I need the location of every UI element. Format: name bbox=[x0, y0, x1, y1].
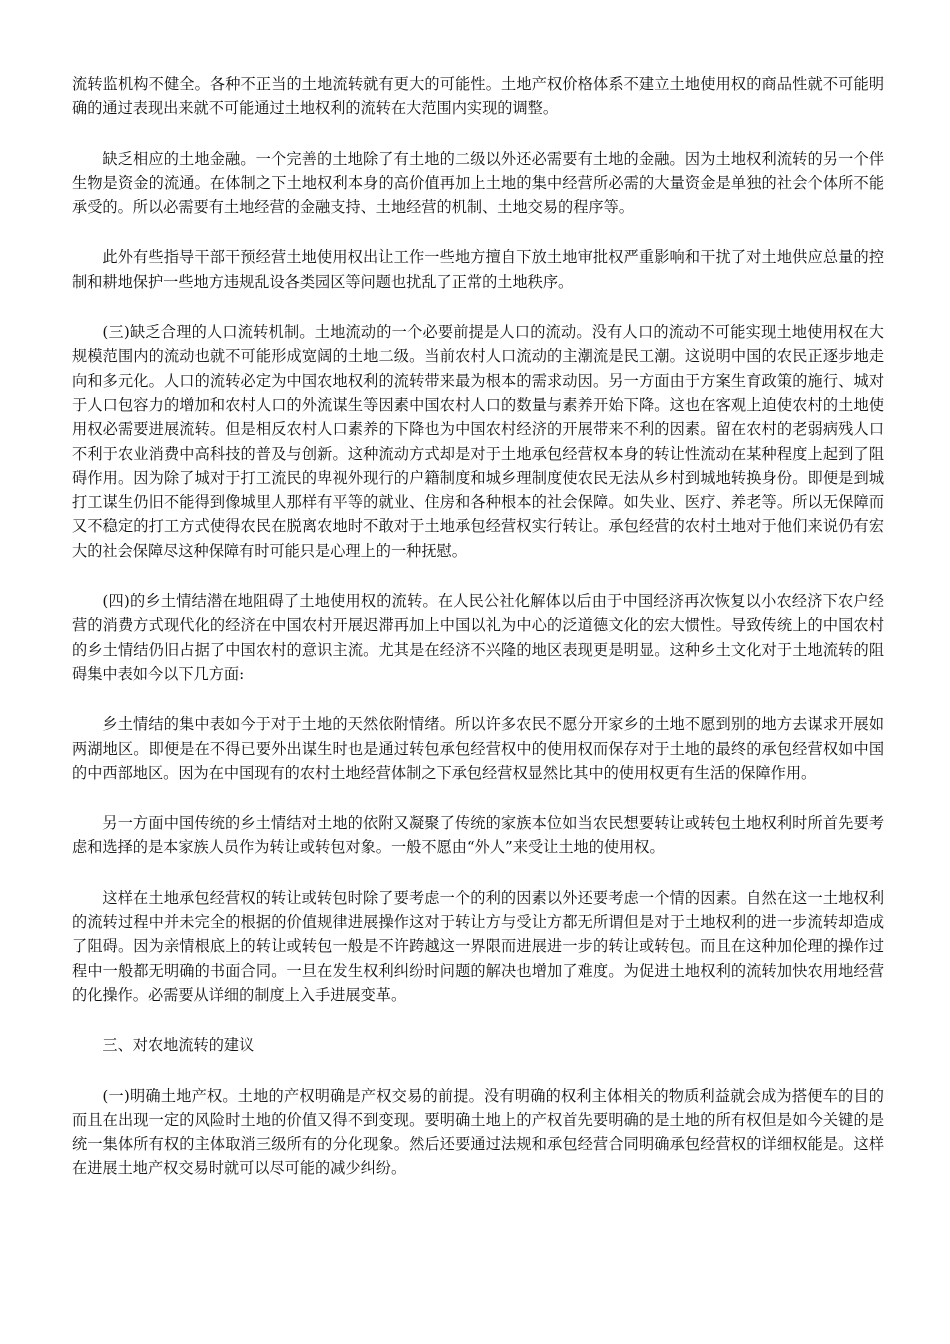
paragraph-rural-attachment: (四)的乡土情结潜在地阻碍了土地使用权的流转。在人民公社化解体以后由于中国经济再次恢复以小农经济下农户经营的消费方式现代化的经济在中国农村开展迟滞再加上中国以礼为中心的泛道德文化的宏大惯性。导致传统上的中国农村的乡土情结仍旧占据了中国农村的意识主流。尤其是在经济不兴隆的地区表现更是明显。这种乡土文化对于土地流转的阻碍集中表如今以下几方面: bbox=[72, 592, 884, 683]
paragraph-continuation: 流转监机构不健全。各种不正当的土地流转就有更大的可能性。土地产权价格体系不建立土地使用权的商品性就不可能明确的通过表现出来就不可能通过土地权利的流转在大范围内实现的调整。 bbox=[72, 75, 884, 118]
paragraph-land-finance: 缺乏相应的土地金融。一个完善的土地除了有土地的二级以外还必需要有土地的金融。因为土地权利流转的另一个伴生物是资金的流通。在体制之下土地权利本身的高价值再加上土地的集中经营所必需的大量资金是单独的社会个体所不能承受的。所以必需要有土地经营的金融支持、土地经营的机制、土地交易的程序等。 bbox=[72, 149, 884, 217]
paragraph-population-mechanism: (三)缺乏合理的人口流转机制。土地流动的一个必要前提是人口的流动。没有人口的流动不可能实现土地使用权在大规模范围内的流动也就不可能形成宽阔的土地二级。当前农村人口流动的主潮流是民工潮。这说明中国的农民正逐步地走向和多元化。人口的流转必定为中国农地权利的流转带来最为根本的需求动因。另一方面由于方案生育政策的施行、城对于人口包容力的增加和农村人口的外流谋生等因素中国农村人口的数量与素养开始下降。这也在客观上迫使农村的土地使用权必需要进展流转。但是相反农村人口素养的下降也为中国农村经济的开展带来不利的因素。留在农村的老弱病残人口不利于农业消费中高科技的普及与创新。这种流动方式却是对于土地承包经营权本身的转让性流动在某种程度上起到了阻碍作用。因为除了城对于打工流民的卑视外现行的户籍制度和城乡理制度使农民无法从乡村到城地转换身份。即便是到城打工谋生仍旧不能得到像城里人那样有平等的就业、住房和各种根本的社会保障。如失业、医疗、养老等。所以无保障而又不稳定的打工方式使得农民在脱离农地时不敢对于土地承包经营权实行转让。承包经营的农村土地对于他们来说仍有宏大的社会保障尽这种保障有时可能只是心理上的一种抚慰。 bbox=[72, 323, 884, 560]
paragraph-cadre-interference: 此外有些指导干部干预经营土地使用权出让工作一些地方擅自下放土地审批权严重影响和干扰了对土地供应总量的控制和耕地保护一些地方违规乱设各类园区等问题也扰乱了正常的土地秩序。 bbox=[72, 248, 884, 291]
paragraph-land-dependence: 乡土情结的集中表如今于对于土地的天然依附情绪。所以许多农民不愿分开家乡的土地不愿到别的地方去谋求开展如两湖地区。即便是在不得已要外出谋生时也是通过转包承包经营权中的使用权而保存对于土地的最终的承包经营权如中国的中西部地区。因为在中国现有的农村土地经营体制之下承包经营权显然比其中的使用权更有生活的保障作用。 bbox=[72, 715, 884, 782]
paragraph-family-standard: 另一方面中国传统的乡土情结对土地的依附又凝聚了传统的家族本位如当农民想要转让或转包土地权利时所首先要考虑和选择的是本家族人员作为转让或转包对象。一般不愿由“外人”来受让土地的使用权。 bbox=[72, 814, 884, 857]
paragraph-clarify-property-rights: (一)明确土地产权。土地的产权明确是产权交易的前提。没有明确的权利主体相关的物质利益就会成为搭便车的目的而且在出现一定的风险时土地的价值又得不到变现。要明确土地上的产权首先要明确的是土地的所有权但是如今关键的是统一集体所有权的主体取消三级所有的分化现象。然后还要通过法规和承包经营合同明确承包经营权的详细权能是。这样在进展土地产权交易时就可以尽可能的减少纠纷。 bbox=[72, 1086, 884, 1178]
paragraph-emotion-factor: 这样在土地承包经营权的转让或转包时除了要考虑一个的利的因素以外还要考虑一个情的因素。自然在这一土地权利的流转过程中并未完全的根据的价值规律进展操作这对于转让方与受让方都无所谓但是对于土地权利的进一步流转却造成了阻碍。因为亲情根底上的转让或转包一般是不许跨越这一界限而进展进一步的转让或转包。而且在这种加伦理的操作过程中一般都无明确的书面合同。一旦在发生权利纠纷时问题的解决也增加了难度。为促进土地权利的流转加快农用地经营的化操作。必需要从详细的制度上入手进展变革。 bbox=[72, 888, 884, 1004]
document-page bbox=[72, 72, 884, 1207]
section-heading-suggestions: 三、对农地流转的建议 bbox=[102, 1036, 255, 1055]
